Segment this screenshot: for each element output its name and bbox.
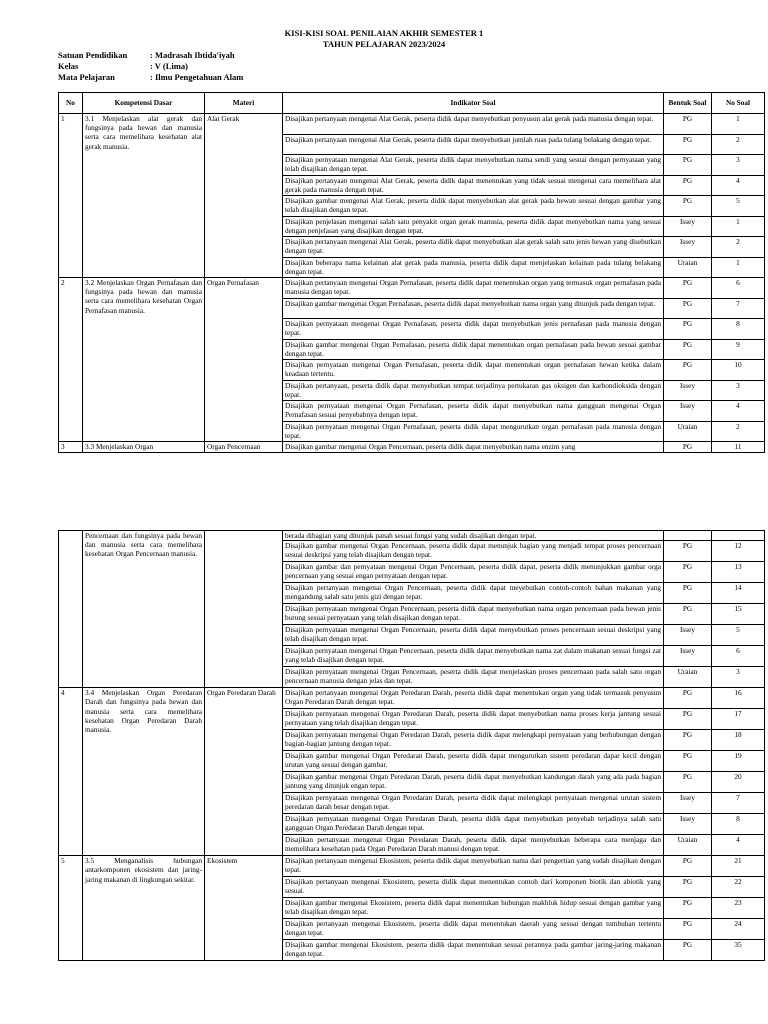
column-header-no: No bbox=[59, 93, 83, 114]
bentuk-soal-cell: PG bbox=[664, 898, 712, 919]
no-soal-cell: 22 bbox=[712, 877, 765, 898]
no-soal-cell: 3 bbox=[712, 667, 765, 688]
no-soal-cell: 12 bbox=[712, 541, 765, 562]
materi-cell: Organ Pernafasan bbox=[205, 278, 283, 442]
bentuk-soal-cell: Issey bbox=[664, 401, 712, 422]
indikator-cell: Disajikan pertanyaan mengenai Organ Peredaran Darah, peserta didik dapat menyebutkan beberapa cara menjaga dan memelihara kesehatan pada Organ Peredaran Darah manusi dengan tepat. bbox=[283, 835, 664, 856]
indikator-cell: Disajikan pernyataan mengenai Organ Peredaran Darah, peserta didik dapat melengkapi pernyataan mengenai urutan sistem peredaran darah besar dengan tepat. bbox=[283, 793, 664, 814]
indikator-cell: Disajikan pernyataan mengenai Organ Pencernaan, peserta didik dapat menyebutkan proses pencernaan sesuai deskripsi yang telah disajikan dengan tepat. bbox=[283, 625, 664, 646]
meta-value: : Madrasah Ibtida'iyah bbox=[150, 50, 235, 60]
kompetensi-dasar-cell: 3.1 Menjelaskan alat gerak dan fungsinya pada hewan dan manusia serta cara memelihara kesehatan alat gerak manusia. bbox=[83, 114, 205, 278]
bentuk-soal-cell: Issey bbox=[664, 237, 712, 258]
bentuk-soal-cell: PG bbox=[664, 319, 712, 340]
no-cell: 4 bbox=[59, 688, 83, 856]
kisi-kisi-table bbox=[58, 92, 765, 453]
materi-cell: Alat Gerak bbox=[205, 114, 283, 278]
document-subtitle: TAHUN PELAJARAN 2023/2024 bbox=[322, 39, 446, 49]
no-soal-cell: 18 bbox=[712, 730, 765, 751]
document-page-1 bbox=[0, 0, 768, 470]
no-soal-cell: 1 bbox=[712, 257, 765, 278]
no-soal-cell: 3 bbox=[712, 380, 765, 401]
bentuk-soal-cell: PG bbox=[664, 688, 712, 709]
no-soal-cell: 4 bbox=[712, 835, 765, 856]
document-title: KISI-KISI SOAL PENILAIAN AKHIR SEMESTER 1 bbox=[284, 28, 484, 38]
bentuk-soal-cell: PG bbox=[664, 730, 712, 751]
no-soal-cell: 5 bbox=[712, 196, 765, 217]
no-soal-cell: 23 bbox=[712, 898, 765, 919]
no-cell bbox=[59, 531, 83, 688]
indikator-cell: Disajikan pertanyaan, peserta didik dapat menyebutkan tempat terjadinya pertukaran gas oksigen dan karbondioksida dengan tepat. bbox=[283, 380, 664, 401]
meta-label: Kelas bbox=[58, 61, 79, 71]
bentuk-soal-cell: Uraian bbox=[664, 835, 712, 856]
no-soal-cell: 1 bbox=[712, 216, 765, 237]
indikator-cell: Disajikan pertanyaan mengenai Alat Gerak, peserta didik dapat menyebutkan jumlah ruas pada tulang belakang dengan tepat. bbox=[283, 134, 664, 155]
no-soal-cell: 17 bbox=[712, 709, 765, 730]
indikator-cell: Disajikan pernyataan mengenai Organ Pencernaan, peserta didik dapat menyebutkan nama zat dalam makanan sesuai fungsi zat yang telah disajikan dengan tepat. bbox=[283, 646, 664, 667]
no-soal-cell: 15 bbox=[712, 604, 765, 625]
meta-value: : Ilmu Pengetahuan Alam bbox=[150, 72, 244, 82]
indikator-cell: Disajikan gambar mengenai Organ Pernafasan, peserta didik dapat menentukan organ pernafasan pada hewan sesuai gambar dengan tepat. bbox=[283, 339, 664, 360]
no-soal-cell: 13 bbox=[712, 562, 765, 583]
bentuk-soal-cell: PG bbox=[664, 298, 712, 319]
bentuk-soal-cell: PG bbox=[664, 442, 712, 453]
indikator-cell: Disajikan pernyataan mengenai Organ Pencernaan, peserta didik dapat menjelaskan proses pencernaan pada salah satu organ pencernaan manusia dengan jelas dan tepat. bbox=[283, 667, 664, 688]
column-header-materi: Materi bbox=[205, 93, 283, 114]
kompetensi-dasar-cell: 3.3 Menjelaskan Organ bbox=[83, 442, 205, 453]
indikator-cell: Disajikan pertanyaan mengenai Alat Gerak, peserta didik dapat menyebutkan alat gerak salah satu jenis hewan yang disebutkan dengan tepat. bbox=[283, 237, 664, 258]
kisi-kisi-table-continued bbox=[58, 530, 765, 961]
indikator-cell: Disajikan pernyataan mengenai Organ Pernafasan, peserta didik dapat menyebutkan jenis pernafasan pada manusia dengan tepat. bbox=[283, 319, 664, 340]
indikator-cell: Disajikan pernyataan mengenai Organ Pernafasan, peserta didik dapat mengurutkan organ pernafasan pada manusia dengan tepat. bbox=[283, 421, 664, 442]
table-row bbox=[59, 688, 765, 709]
no-soal-cell: 24 bbox=[712, 919, 765, 940]
bentuk-soal-cell: PG bbox=[664, 772, 712, 793]
table-body bbox=[59, 531, 765, 961]
no-soal-cell: 20 bbox=[712, 772, 765, 793]
table-row bbox=[59, 114, 765, 135]
bentuk-soal-cell: PG bbox=[664, 155, 712, 176]
indikator-cell: Disajikan gambar mengenai Organ Pencernaan, peserta didik dapat menunjuk bagian yang menjadi tempat proses pencernaan sesuai deskripsi yang telah disajikan dengan tepat. bbox=[283, 541, 664, 562]
no-cell: 5 bbox=[59, 856, 83, 961]
materi-cell: Organ Peredaran Darah bbox=[205, 688, 283, 856]
meta-row bbox=[58, 50, 243, 61]
no-soal-cell: 16 bbox=[712, 688, 765, 709]
no-soal-cell: 4 bbox=[712, 401, 765, 422]
indikator-cell: Disajikan pertanyaan mengenai Organ Pencernaan, peserta didik dapat meyebutkan contoh-contoh bahan makanan yang mengandung salah satu jenis gizi dengan tepat. bbox=[283, 583, 664, 604]
table-row bbox=[59, 856, 765, 877]
bentuk-soal-cell: PG bbox=[664, 278, 712, 299]
bentuk-soal-cell: PG bbox=[664, 562, 712, 583]
bentuk-soal-cell: Issey bbox=[664, 625, 712, 646]
indikator-cell: Disajikan pertanyaan mengenai Organ Pernafasan, peserta didik dapat menentukan organ yang termasuk organ pernafasan pada manusia dengan tepat. bbox=[283, 278, 664, 299]
kompetensi-dasar-cell: 3.4 Menjelaskan Organ Peredaran Darah dan fungsinya pada hewan dan manusia serta cara memelihara kesehatan Organ Peredaran Darah manusia. bbox=[83, 688, 205, 856]
meta-label: Mata Pelajaran bbox=[58, 72, 115, 82]
kompetensi-dasar-cell: 3.5 Menganalisis hubungan antarkomponen ekosistem dan jaring-jaring makanan di lingkungan sekitar. bbox=[83, 856, 205, 961]
kompetensi-dasar-cell: Pencernaan dan fungsinya pada hewan dan manusia serta cara memelihara kesehatan Organ Pencernaan manusia. bbox=[83, 531, 205, 688]
meta-value: : V (Lima) bbox=[150, 61, 188, 71]
no-soal-cell: 10 bbox=[712, 360, 765, 381]
indikator-cell: Disajikan pernyataan mengenai Organ Peredaran Darah, peserta didik dapat menyebutkan nama proses kerja jantung sesuai pernyataan yang telah disajikan dengan tepat. bbox=[283, 709, 664, 730]
bentuk-soal-cell: PG bbox=[664, 134, 712, 155]
no-soal-cell: 19 bbox=[712, 751, 765, 772]
indikator-cell: Disajikan pertanyaan mengenai Organ Peredaran Darah, peserta didik dapat menentukan organ yang tidak termasuk penyusun Organ Peredaran Darah dengan tepat. bbox=[283, 688, 664, 709]
meta-label: Satuan Pendidikan bbox=[58, 50, 128, 60]
materi-cell: Organ Pencernaan bbox=[205, 442, 283, 453]
indikator-cell: Disajikan gambar mengenai Alat Gerak, peserta didik dapat menyebutkan alat gerak pada hewan sesuai dengan gambar yang telah disajikan dengan tepat. bbox=[283, 196, 664, 217]
no-soal-cell: 14 bbox=[712, 583, 765, 604]
column-header-no-soal: No Soal bbox=[712, 93, 765, 114]
indikator-cell: Disajikan gambar mengenai Ekosistem, peserta didik dapat menentukan hubungan makhluk hidup sesuai dengan gambar yang telah disajikan dengan tepat. bbox=[283, 898, 664, 919]
no-soal-cell: 7 bbox=[712, 793, 765, 814]
bentuk-soal-cell: PG bbox=[664, 114, 712, 135]
bentuk-soal-cell: PG bbox=[664, 583, 712, 604]
indikator-cell: Disajikan gambar mengenai Ekosistem, peserta didik dapat menentukan sesuai perannya pada gambar jaring-jaring makanan dengan tepat. bbox=[283, 940, 664, 961]
column-header-indikator-soal: Indikator Soal bbox=[283, 93, 664, 114]
indikator-cell: berada dibagian yang ditunjuk panah sesuai fungsi yang sudah disajikan dengan tepat. bbox=[283, 531, 664, 541]
indikator-cell: Disajikan pernyataan mengenai Organ Pencernaan, peserta didik dapat menyebutkan nama organ pencernaan pada hewan jenis burung sesuai pernyataan yang telah disajikan dengan tepat. bbox=[283, 604, 664, 625]
no-soal-cell: 8 bbox=[712, 814, 765, 835]
document-page-2 bbox=[0, 520, 768, 1024]
no-soal-cell: 3 bbox=[712, 155, 765, 176]
no-soal-cell: 2 bbox=[712, 421, 765, 442]
document-meta bbox=[58, 50, 243, 83]
bentuk-soal-cell: Uraian bbox=[664, 421, 712, 442]
indikator-cell: Disajikan gambar mengenai Organ Peredaran Darah, peserta didik dapat mengurutkan sistem peredaran dapar kecil dengan urutan yang sesuai dengan gambar. bbox=[283, 751, 664, 772]
indikator-cell: Disajikan pertanyaan mengenai Alat Gerak, peserta didik dapat menyebutkan penyusun alat gerak pada manusia dengan tepat. bbox=[283, 114, 664, 135]
column-header-bentuk-soal: Bentuk Soal bbox=[664, 93, 712, 114]
no-cell: 1 bbox=[59, 114, 83, 278]
no-soal-cell bbox=[712, 531, 765, 541]
bentuk-soal-cell: Uraian bbox=[664, 667, 712, 688]
indikator-cell: Disajikan gambar mengenai Organ Pernafasan, peserta didik dapat menyebutkan nama organ yang ditunjuk pada dengan tepat. bbox=[283, 298, 664, 319]
table-body bbox=[59, 114, 765, 453]
indikator-cell: Disajikan pernyataan mengenai Organ Pernafasan, peserta didik dapat menentukan organ pernafasan hewan ketika dalam keadaan tertentu. bbox=[283, 360, 664, 381]
no-soal-cell: 9 bbox=[712, 339, 765, 360]
bentuk-soal-cell: Uraian bbox=[664, 257, 712, 278]
bentuk-soal-cell: Issey bbox=[664, 814, 712, 835]
materi-cell: Ekosistem bbox=[205, 856, 283, 961]
column-header-kompetensi-dasar: Kompetensi Dasar bbox=[83, 93, 205, 114]
bentuk-soal-cell: Issey bbox=[664, 380, 712, 401]
bentuk-soal-cell: PG bbox=[664, 919, 712, 940]
bentuk-soal-cell: PG bbox=[664, 751, 712, 772]
no-soal-cell: 8 bbox=[712, 319, 765, 340]
table-header-row bbox=[59, 93, 765, 114]
no-soal-cell: 4 bbox=[712, 175, 765, 196]
no-cell: 3 bbox=[59, 442, 83, 453]
bentuk-soal-cell: Issey bbox=[664, 646, 712, 667]
bentuk-soal-cell: PG bbox=[664, 940, 712, 961]
no-soal-cell: 35 bbox=[712, 940, 765, 961]
no-soal-cell: 6 bbox=[712, 646, 765, 667]
bentuk-soal-cell: PG bbox=[664, 360, 712, 381]
bentuk-soal-cell: PG bbox=[664, 339, 712, 360]
no-soal-cell: 5 bbox=[712, 625, 765, 646]
no-soal-cell: 11 bbox=[712, 442, 765, 453]
bentuk-soal-cell: PG bbox=[664, 604, 712, 625]
no-cell: 2 bbox=[59, 278, 83, 442]
indikator-cell: Disajikan gambar mengenai Organ Pencernaan, peserta didik dapat menyebutkan nama enzim yang bbox=[283, 442, 664, 453]
indikator-cell: Disajikan pertanyaan mengenai Ekosistem, peserta didik dapat menentukan daerah yang sesuai dengan tumbuhan tertentu dengan tepat. bbox=[283, 919, 664, 940]
indikator-cell: Disajikan pertanyaan mengenai Ekosistem, peserta didik dapat menyebutkan nama dari pengertian yang sudah disajikan dengan tepat. bbox=[283, 856, 664, 877]
meta-row bbox=[58, 72, 243, 83]
bentuk-soal-cell bbox=[664, 531, 712, 541]
bentuk-soal-cell: PG bbox=[664, 196, 712, 217]
indikator-cell: Disajikan pernyataan mengenai Organ Peredaran Darah, peserta didik dapat menyebutkan penyebab terjadinya salah satu gangguan Organ Peredaran Darah dengan tepat. bbox=[283, 814, 664, 835]
meta-row bbox=[58, 61, 243, 72]
indikator-cell: Disajikan pernyataan mengenai Alat Gerak, peserta didik dapat menyebutkan nama sendi yang sesuai dengan pernyataan yang telah disajikan dengan tepat. bbox=[283, 155, 664, 176]
bentuk-soal-cell: Issey bbox=[664, 216, 712, 237]
bentuk-soal-cell: PG bbox=[664, 541, 712, 562]
materi-cell bbox=[205, 531, 283, 688]
indikator-cell: Disajikan pernyataan mengenai Organ Peredaran Darah, peserta didik dapat melengkapi pernyataan yang berhubungan dengan bagian-bagian jantung dengan tepat. bbox=[283, 730, 664, 751]
no-soal-cell: 21 bbox=[712, 856, 765, 877]
indikator-cell: Disajikan pernyataan mengenai Organ Pernafasan, peserta didik dapat menyebutkan nama gangguan mengenai Organ Pernafasan sesuai penyebabnya dengan tepat. bbox=[283, 401, 664, 422]
indikator-cell: Disajikan pertanyaan mengenai Alat Gerak, peserta didik dapat menentukan yang tidak sesuai mengenai cara memelihara alat gerak pada manusia dengan tepat. bbox=[283, 175, 664, 196]
no-soal-cell: 2 bbox=[712, 134, 765, 155]
bentuk-soal-cell: PG bbox=[664, 877, 712, 898]
table-row bbox=[59, 278, 765, 299]
table-row bbox=[59, 442, 765, 453]
table-row bbox=[59, 531, 765, 541]
no-soal-cell: 2 bbox=[712, 237, 765, 258]
bentuk-soal-cell: PG bbox=[664, 175, 712, 196]
bentuk-soal-cell: Issey bbox=[664, 793, 712, 814]
no-soal-cell: 6 bbox=[712, 278, 765, 299]
bentuk-soal-cell: PG bbox=[664, 709, 712, 730]
bentuk-soal-cell: PG bbox=[664, 856, 712, 877]
indikator-cell: Disajikan gambar mengenai Organ Peredaran Darah, peserta didik dapat menyebutkan kandungan darah yang ada pada bagian jantung yang ditunjuk engan tepat. bbox=[283, 772, 664, 793]
no-soal-cell: 1 bbox=[712, 114, 765, 135]
indikator-cell: Disajikan penjelasan mengenai salah satu penyakit organ gerak manusia, peserta didik dapat menyebutkan nama yang sesuai dengan penjelasan yang disajikan dengan tepat. bbox=[283, 216, 664, 237]
no-soal-cell: 7 bbox=[712, 298, 765, 319]
indikator-cell: Disajikan beberapa nama kelainan alat gerak pada manusia, peserta didik dapat menjelaskan kelainan pada tulang belakang dengan tepat. bbox=[283, 257, 664, 278]
indikator-cell: Disajikan pertanyaan mengenai Ekosistem, peserta didik dapat menentukan contoh dari komponen biotik dan abiotik yang sesuai. bbox=[283, 877, 664, 898]
indikator-cell: Disajikan gambar dan pernyataan mengenai Organ Pencernaan, peserta didik dapat, peserta didik menunjukkan gambar orga pencernaan yang sesuai engan pernyataan dengan tepat. bbox=[283, 562, 664, 583]
kompetensi-dasar-cell: 3.2 Menjelaskan Organ Pernafasan dan fungsinya pada hewan dan manusia serta cara memelihara kesehatan Organ Pernafasan manusia. bbox=[83, 278, 205, 442]
